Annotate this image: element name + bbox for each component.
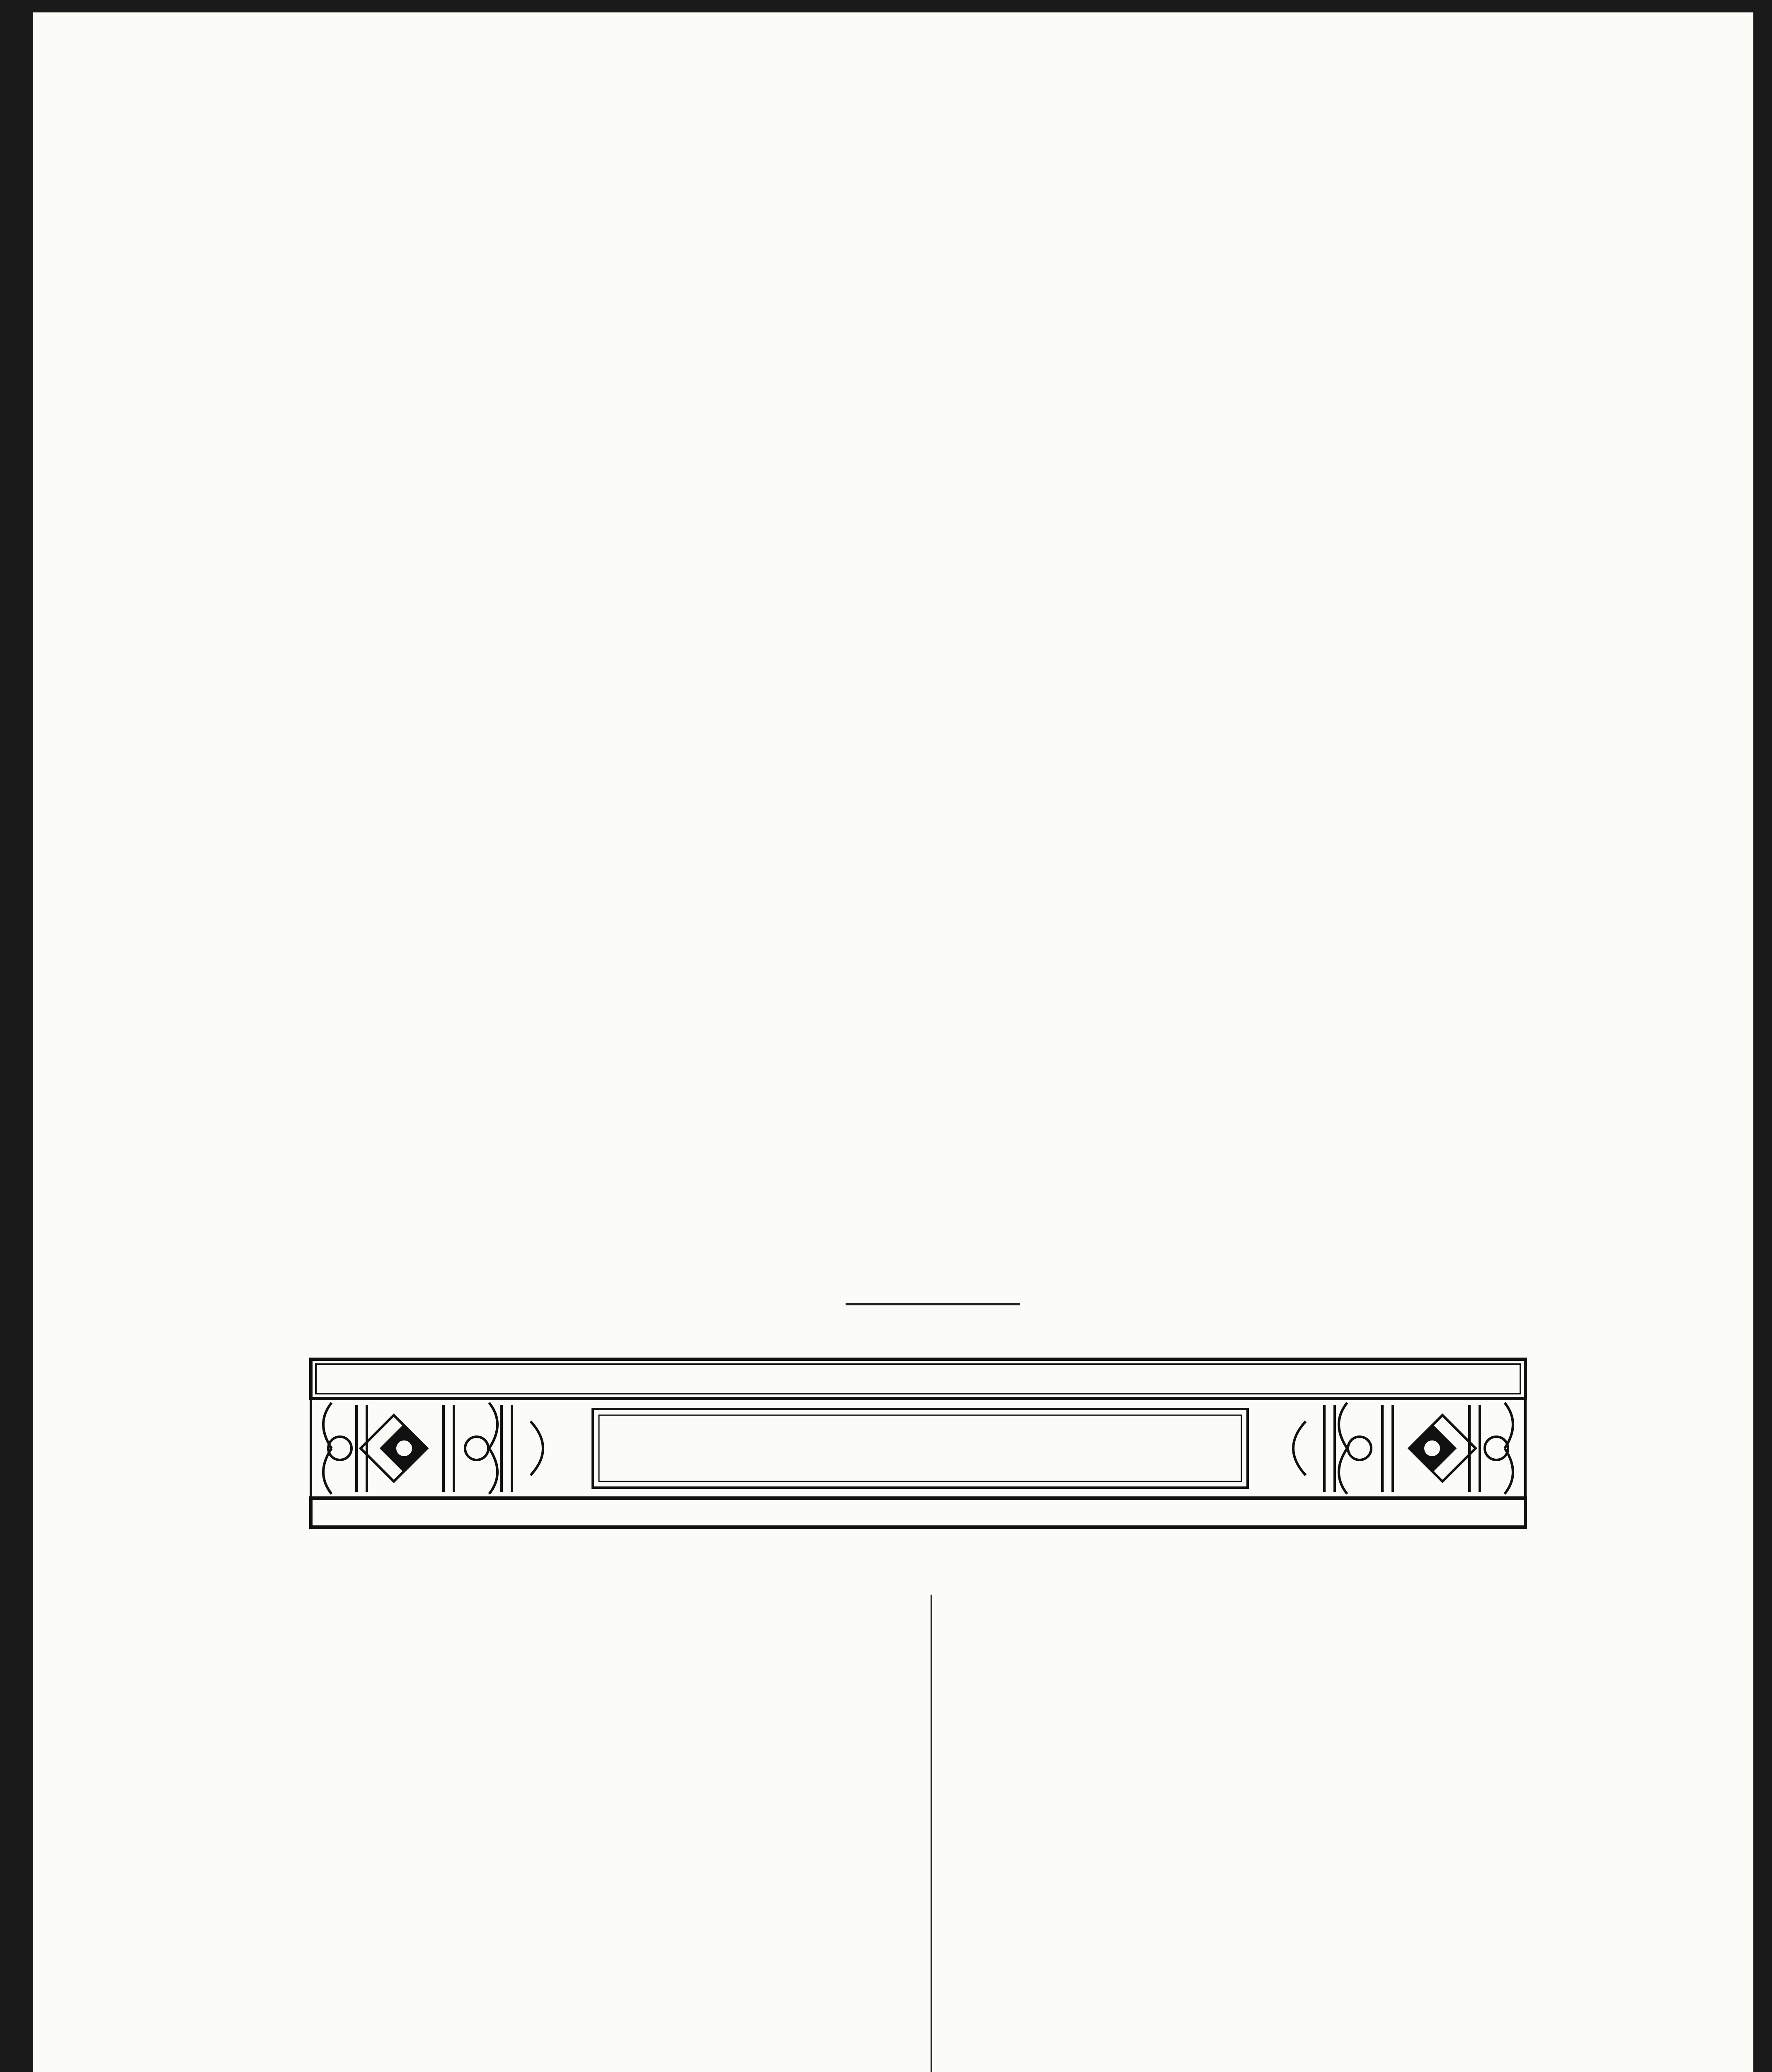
section-separator-rule: [846, 1303, 1020, 1305]
column-divider: [931, 1595, 932, 2072]
document-page: [33, 12, 1753, 2072]
section-banner: [307, 1351, 1530, 1575]
section-title: [597, 1409, 1244, 1484]
